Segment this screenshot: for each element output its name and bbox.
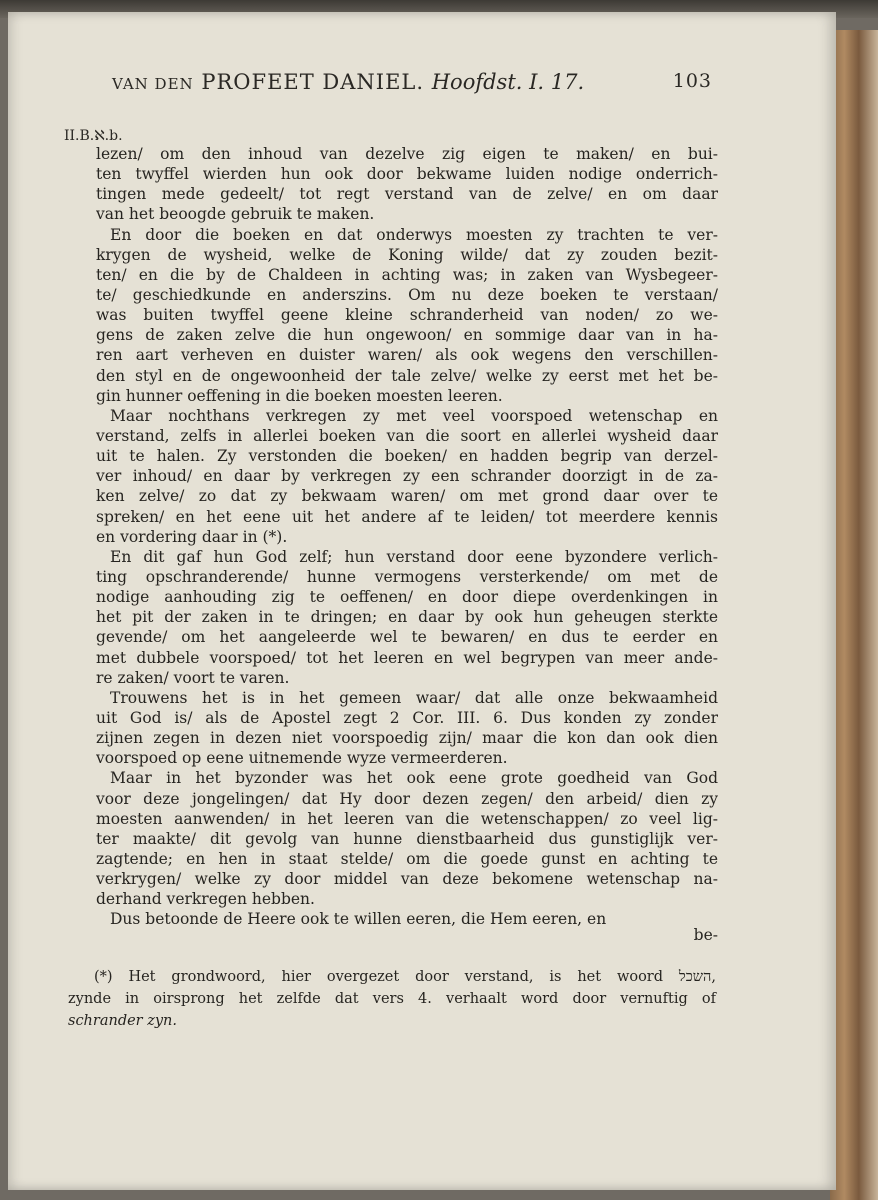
text-line: uit te halen. Zy verstonden die boeken/ en hadden begrip van derzel- xyxy=(96,447,718,466)
text-line: En door die boeken en dat onderwys moesten zy trachten te ver- xyxy=(110,225,718,244)
text-line: ten/ en die by de Chaldeen in achting was; in zaken van Wysbegeer- xyxy=(96,265,718,284)
text-line: re zaken/ voort te varen. xyxy=(96,668,290,687)
text-line: tingen mede gedeelt/ tot regt verstand van de zelve/ en om daar xyxy=(96,185,718,204)
text-line: ting opschranderende/ hunne vermogens versterkende/ om met de xyxy=(96,567,718,586)
text-line: verstand, zelfs in allerlei boeken van die soort en allerlei wysheid daar xyxy=(96,426,718,445)
text-line: te/ geschiedkunde en anderszins. Om nu deze boeken te verstaan/ xyxy=(96,285,718,304)
text-line: zagtende; en hen in staat stelde/ om die goede gunst en achting te xyxy=(96,849,718,868)
page-number: 103 xyxy=(672,70,712,92)
text-line: met dubbele voorspoed/ tot het leeren en wel begrypen van meer ande- xyxy=(96,648,718,667)
text-line: van het beoogde gebruik te maken. xyxy=(96,205,375,224)
text-line: het pit der zaken in te dringen; en daar by ook hun geheugen sterkte xyxy=(96,608,718,627)
running-head-prefix: VAN DEN xyxy=(112,75,194,93)
text-line: Dus betoonde de Heere ook te willen eeren, die Hem eeren, en xyxy=(110,910,607,929)
footnote-line-2: zynde in oirsprong het zelfde dat vers 4. verhaalt word door vernuftig of xyxy=(68,991,716,1007)
text-line: Trouwens het is in het gemeen waar/ dat alle onze bekwaamheid xyxy=(110,688,718,707)
text-line: ter maakte/ dit gevolg van hunne dienstbaarheid dus gunstiglijk ver- xyxy=(96,829,718,848)
text-line: moesten aanwenden/ in het leeren van die wetenschappen/ zo veel lig- xyxy=(96,809,718,828)
text-line: was buiten twyffel geene kleine schranderheid van noden/ zo we- xyxy=(96,306,718,325)
text-line: En dit gaf hun God zelf; hun verstand door eene byzondere verlich- xyxy=(110,547,718,566)
text-line: gevende/ om het aangeleerde wel te bewaren/ en dus te eerder en xyxy=(96,628,718,647)
text-line: lezen/ om den inhoud van dezelve zig eigen te maken/ en bui- xyxy=(96,145,718,163)
text-line: ken zelve/ zo dat zy bekwaam waren/ om met grond daar over te xyxy=(96,487,718,506)
text-line: Maar nochthans verkregen zy met veel voorspoed wetenschap en xyxy=(110,406,718,425)
text-line: krygen de wysheid, welke de Koning wilde/ dat zy zouden bezit- xyxy=(96,245,718,264)
running-head-chapter: Hoofdst. I. 17. xyxy=(431,70,585,94)
running-head-title: PROFEET DANIEL. xyxy=(201,70,425,94)
text-line: zijnen zegen in dezen niet voorspoedig zijn/ maar die kon dan ook dien xyxy=(96,729,718,748)
text-line: spreken/ en het eene uit het andere af te leiden/ tot meerdere kennis xyxy=(96,507,718,526)
running-head xyxy=(112,70,712,100)
catchword: be- xyxy=(693,926,718,944)
body-text xyxy=(96,144,718,929)
text-line: ver inhoud/ en daar by verkregen zy een schrander doorzigt in de za- xyxy=(96,467,718,486)
text-line: verkrygen/ welke zy door middel van deze bekomene wetenschap na- xyxy=(96,870,718,889)
footnote xyxy=(68,966,716,1032)
text-line: en vordering daar in (*). xyxy=(96,527,288,546)
text-line: den styl en de ongewoonheid der tale zelve/ welke zy eerst met het be- xyxy=(96,366,718,385)
text-line: voor deze jongelingen/ dat Hy door dezen zegen/ den arbeid/ dien zy xyxy=(96,789,718,808)
text-line: nodige aanhouding zig te oeffenen/ en door diepe overdenkingen in xyxy=(96,588,718,607)
text-line: voorspoed op eene uitnemende wyze vermeerderen. xyxy=(96,749,508,768)
page-edges xyxy=(830,30,878,1200)
side-note: II.B.ℵ.b. xyxy=(64,128,123,144)
text-line: Maar in het byzonder was het ook eene grote goedheid van God xyxy=(110,769,718,788)
text-line: ten twyffel wierden hun ook door bekwame luiden nodige onderrich- xyxy=(96,165,718,184)
text-line: gin hunner oeffening in die boeken moesten leeren. xyxy=(96,386,503,405)
text-line: derhand verkregen hebben. xyxy=(96,890,315,909)
text-line: ren aart verheven en duister waren/ als ook wegens den verschillen- xyxy=(96,346,718,365)
text-line: gens de zaken zelve die hun ongewoon/ en sommige daar van in ha- xyxy=(96,326,718,345)
text-line: uit God is/ als de Apostel zegt 2 Cor. III. 6. Dus konden zy zonder xyxy=(96,708,718,727)
footnote-line-1: (*) Het grondwoord, hier overgezet door verstand, is het woord השכל, xyxy=(94,969,716,985)
book-page xyxy=(8,12,836,1190)
footnote-line-3: schrander zyn. xyxy=(68,1013,177,1029)
